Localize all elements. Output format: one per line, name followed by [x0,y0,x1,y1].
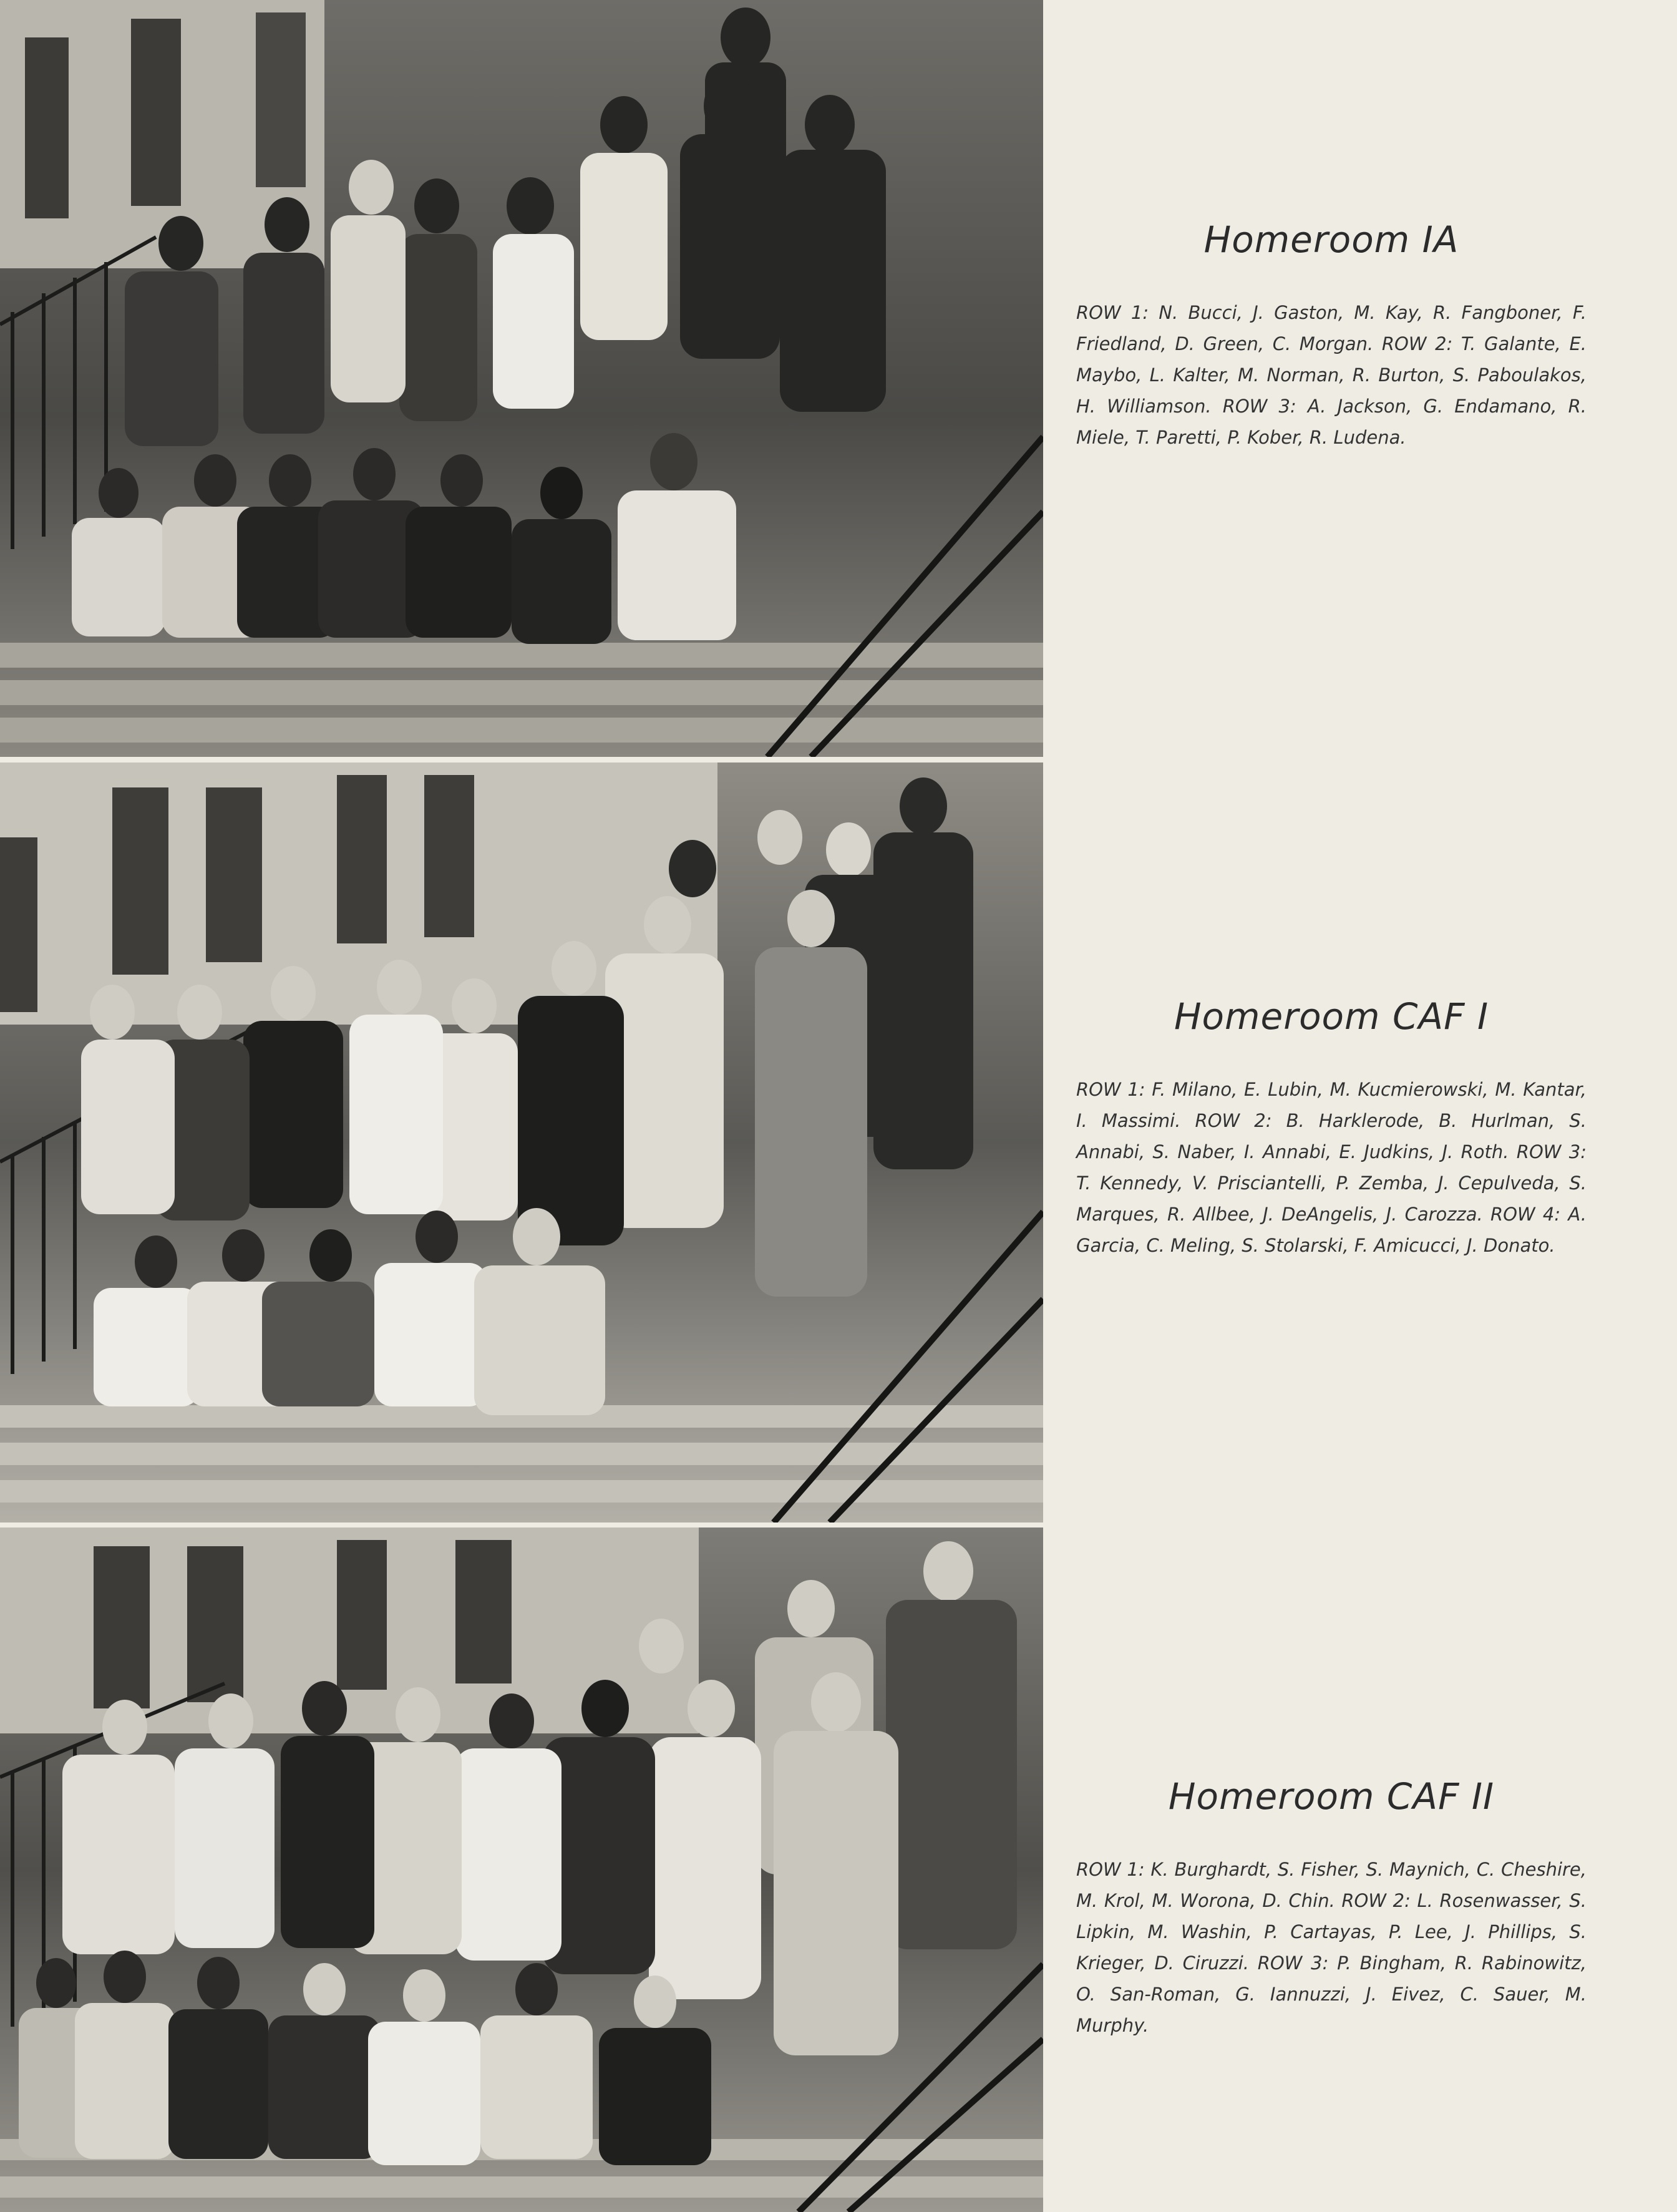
homeroom-caf-ii-photo-art [0,1527,1043,2212]
homeroom-caf-ii-caption [1076,1775,1587,2041]
homeroom-ia-title: Homeroom IA [1203,218,1459,261]
homeroom-caf-ii-names: ROW 1: K. Burghardt, S. Fisher, S. Maynich, C. Cheshire, M. Krol, M. Worona, D. Chin. ROW 2: L. Rosenwasser, S. Lipkin, M. Washin, P. Cartayas, P. Lee, J. Phillips, S. Krieger, D. Ciruzzi. ROW 3: P. Bingham, R. Rabinowitz, O. San-Roman, G. Iannuzzi, J. Eivez, C. Sauer, M. Murphy. [1076,1859,1587,2036]
homeroom-caf-i-names: ROW 1: F. Milano, E. Lubin, M. Kucmierowski, M. Kantar, I. Massimi. ROW 2: B. Harklerode, B. Hurlman, S. Annabi, S. Naber, I. Annabi, E. Judkins, J. Roth. ROW 3: T. Kennedy, V. Prisciantelli, P. Zemba, J. Cepulveda, S. Marques, R. Allbee, J. DeAngelis, J. Carozza. ROW 4: A. Garcia, C. Meling, S. Stolarski, F. Amicucci, J. Donato. [1076,1079,1587,1256]
homeroom-caf-i-photo-art [0,763,1043,1523]
homeroom-ia-group-photo [0,0,1043,757]
homeroom-caf-ii-group-photo [0,1527,1043,2212]
homeroom-ia-photo-art [0,0,1043,757]
homeroom-caf-i-title: Homeroom CAF I [1174,995,1489,1038]
homeroom-caf-i-caption [1076,995,1587,1261]
homeroom-ia-names: ROW 1: N. Bucci, J. Gaston, M. Kay, R. Fangboner, F. Friedland, D. Green, C. Morgan. ROW 2: T. Galante, E. Maybo, L. Kalter, M. Norman, R. Burton, S. Paboulakos, H. Williamson. ROW 3: A. Jackson, G. Endamano, R. Miele, T. Paretti, P. Kober, R. Ludena. [1076,302,1587,448]
homeroom-ia-caption [1076,218,1587,453]
homeroom-caf-i-group-photo [0,763,1043,1523]
homeroom-caf-ii-title: Homeroom CAF II [1168,1775,1495,1818]
